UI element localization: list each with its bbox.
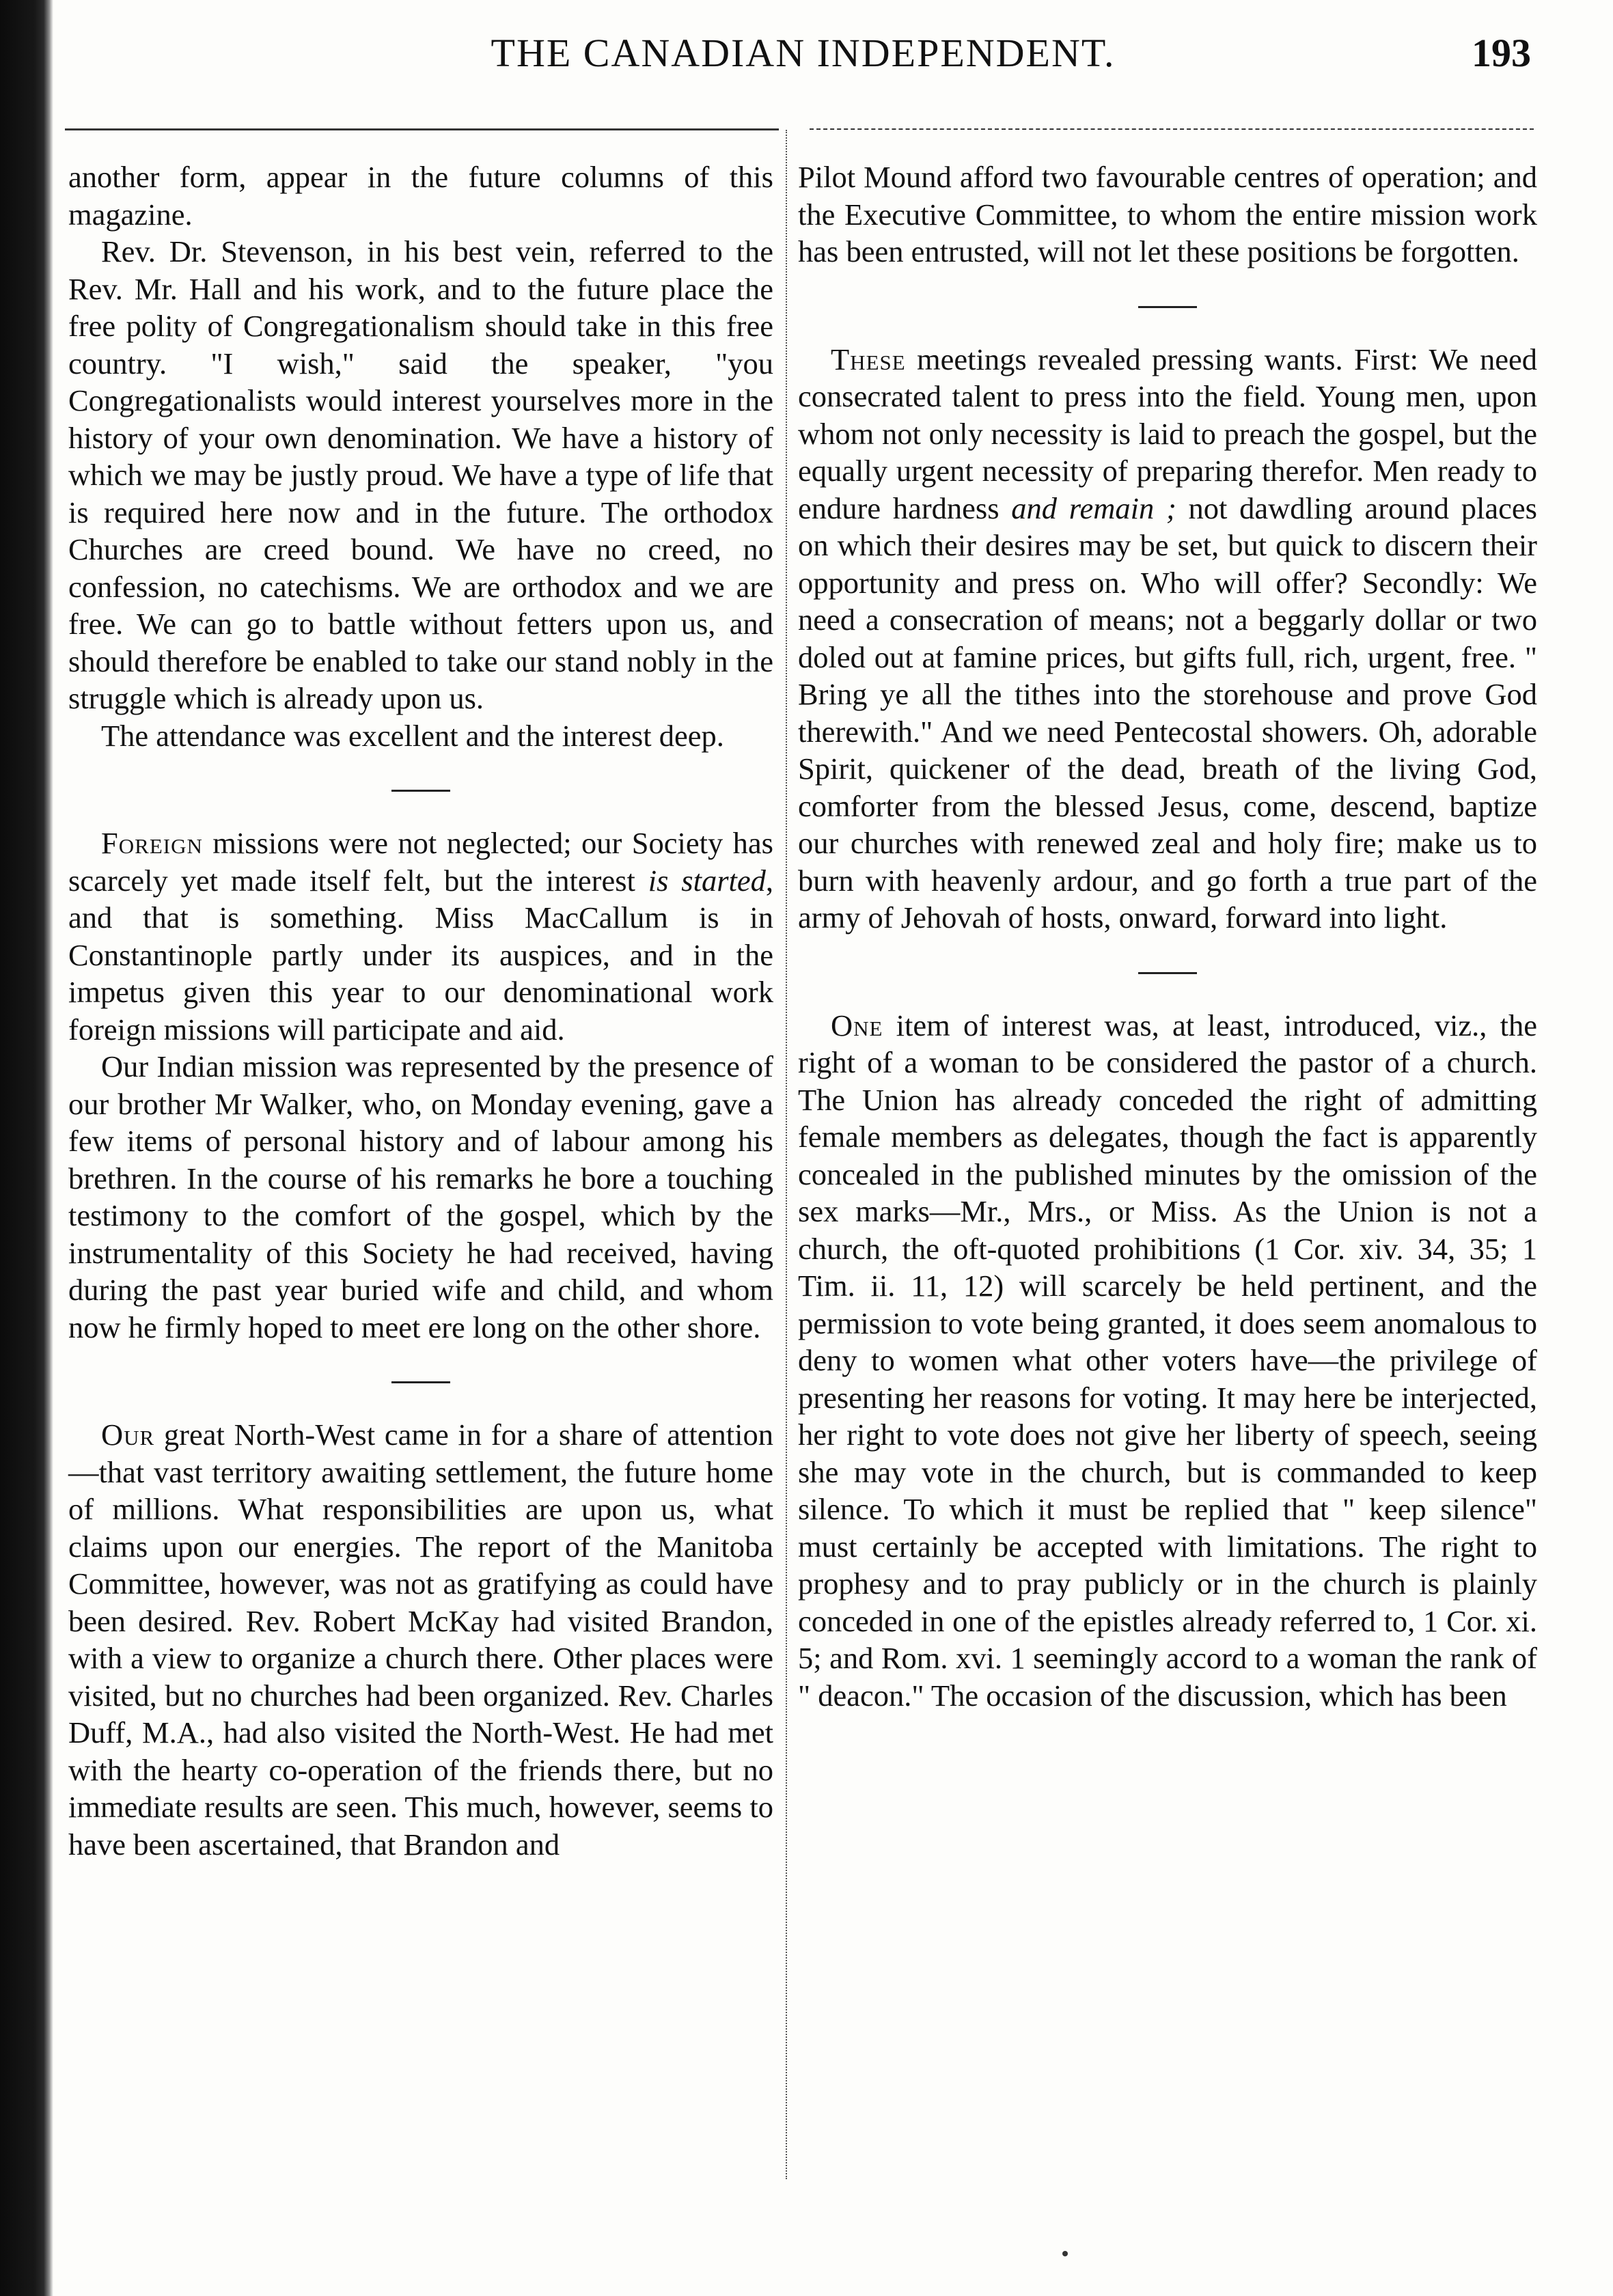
paragraph-north-west: [68, 1416, 773, 1863]
left-column: [68, 158, 773, 1863]
section-separator: [1138, 306, 1197, 308]
section-separator: [391, 1381, 450, 1383]
binding-edge: [0, 0, 53, 2296]
lead-word: Our: [101, 1417, 155, 1452]
text-run: item of interest was, at least, introduced, viz., the right of a woman to be considered the pastor of a church. The Union has already conceded the right of admitting female members as delegates, though the fact is apparently concealed in the published minutes by the omission of the sex marks—Mr., Mrs., or Miss. As the Union is not a church, the oft-quoted prohibitions (1 Cor. xiv. 34, 35; 1 Tim. ii. 11, 12) will scarcely be held pertinent, and the permission to vote being granted, it does seem anomalous to deny to women what other voters have—the privilege of presenting her reasons for voting. It may here be interjected, her right to vote does not give her liberty of speech, seeing she may vote in the church, but is commanded to keep silence. To which it must be replied that " keep silence" must certainly be accepted with limitations. The right to prophesy and to pray publicly or in the church is plainly conceded in one of the epistles already referred to, 1 Cor. xi. 5; and Rom. xvi. 1 seemingly accord to a woman the rank of " deacon." The occasion of the discussion, which has been: [798, 1008, 1537, 1713]
text-run: meetings revealed pressing wants. First: We need consecrated talent to press into the field. Young men, upon whom not only necessity is laid to preach the gospel, but the equally urgent necessity of preparing therefor. Men ready to endure hardness: [798, 342, 1537, 525]
header-rule-left: [65, 128, 779, 130]
text-run: not dawdling around places on which their desires may be set, but quick to discern their opportunity and press on. Who will offer? Secondly: We need a consecration of means; not a beggarly dollar or two doled out at famine prices, but gifts full, rich, urgent, free. " Bring ye all the tithes into the storehouse and prove God therewith." And we need Pentecostal showers. Oh, adorable Spirit, quickener of the dead, breath of the living God, comforter from the blessed Jesus, come, descend, baptize our churches with renewed zeal and holy fire; make us to burn with heavenly ardour, and go forth a true part of the army of Jehovah of hosts, onward, forward into light.: [798, 490, 1537, 935]
page-header: [75, 30, 1531, 85]
paragraph-woman-pastor: [798, 1007, 1537, 1715]
column-divider: [786, 130, 787, 2179]
paragraph-pressing-wants: [798, 341, 1537, 937]
text-run: , and that is something. Miss MacCallum is in Constantinople partly under its auspices, and in the impetus given this year to our denominational work foreign missions will participate and aid.: [68, 863, 774, 1047]
running-title: THE CANADIAN INDEPENDENT.: [491, 31, 1116, 75]
paragraph-attendance: The attendance was excellent and the interest deep.: [101, 718, 724, 753]
section-separator: [391, 790, 450, 792]
page-number: 193: [1472, 31, 1531, 75]
paragraph-continued: another form, appear in the future columns of this magazine.: [68, 160, 773, 232]
header-rule-right: [810, 128, 1534, 130]
italic-run: and remain ;: [1011, 490, 1176, 525]
right-column: [798, 158, 1537, 1714]
text-run: great North-West came in for a share of attention—that vast territory awaiting settlement, the future home of millions. What responsibilities are upon us, what claims upon our energies. The report of the Manitoba Committee, however, was not as gratifying as could have been desired. Rev. Robert McKay had visited Brandon, with a view to organize a church there. Other places were visited, but no churches had been organized. Rev. Charles Duff, M.A., had also visited the North-West. He had met with the hearty co-operation of the friends there, but no immediate results are seen. This much, however, seems to have been ascertained, that Brandon and: [68, 1417, 773, 1862]
text-run: missions were not neglected; our Society has scarcely yet made itself felt, but the interest: [68, 826, 773, 898]
lead-word: Foreign: [101, 826, 203, 860]
paragraph-foreign-missions: [68, 825, 773, 1048]
paragraph-stevenson: Rev. Dr. Stevenson, in his best vein, referred to the Rev. Mr. Hall and his work, and to the future place the free polity of Congregationalism should take in this free country. "I wish," said the speaker, "you Congregationalists would interest yourselves more in the history of your own denomination. We have a history of which we may be justly proud. We have a type of life that is required here now and in the future. The orthodox Churches are creed bound. We have no creed, no confession, no catechisms. We are orthodox and we are free. We can go to battle without fetters upon us, and should therefore be enabled to take our stand nobly in the struggle which is already upon us.: [68, 234, 773, 715]
paragraph-indian-mission: Our Indian mission was represented by the presence of our brother Mr Walker, who, on Monday evening, gave a few items of personal history and of labour among his brethren. In the course of his remarks he bore a touching testimony to the comfort of the gospel, which by the instrumentality of this Society he had received, having during the past year buried wife and child, and whom now he firmly hoped to meet ere long on the other shore.: [68, 1049, 773, 1344]
section-separator: [1138, 972, 1197, 974]
italic-run: is started: [648, 863, 766, 898]
paragraph-pilot-mound: Pilot Mound afford two favourable centres of operation; and the Executive Committee, to whom the entire mission work has been entrusted, will not let these positions be forgotten.: [798, 160, 1537, 268]
lead-word: These: [831, 342, 906, 376]
print-speck: [1062, 2251, 1068, 2256]
lead-word: One: [831, 1008, 883, 1042]
